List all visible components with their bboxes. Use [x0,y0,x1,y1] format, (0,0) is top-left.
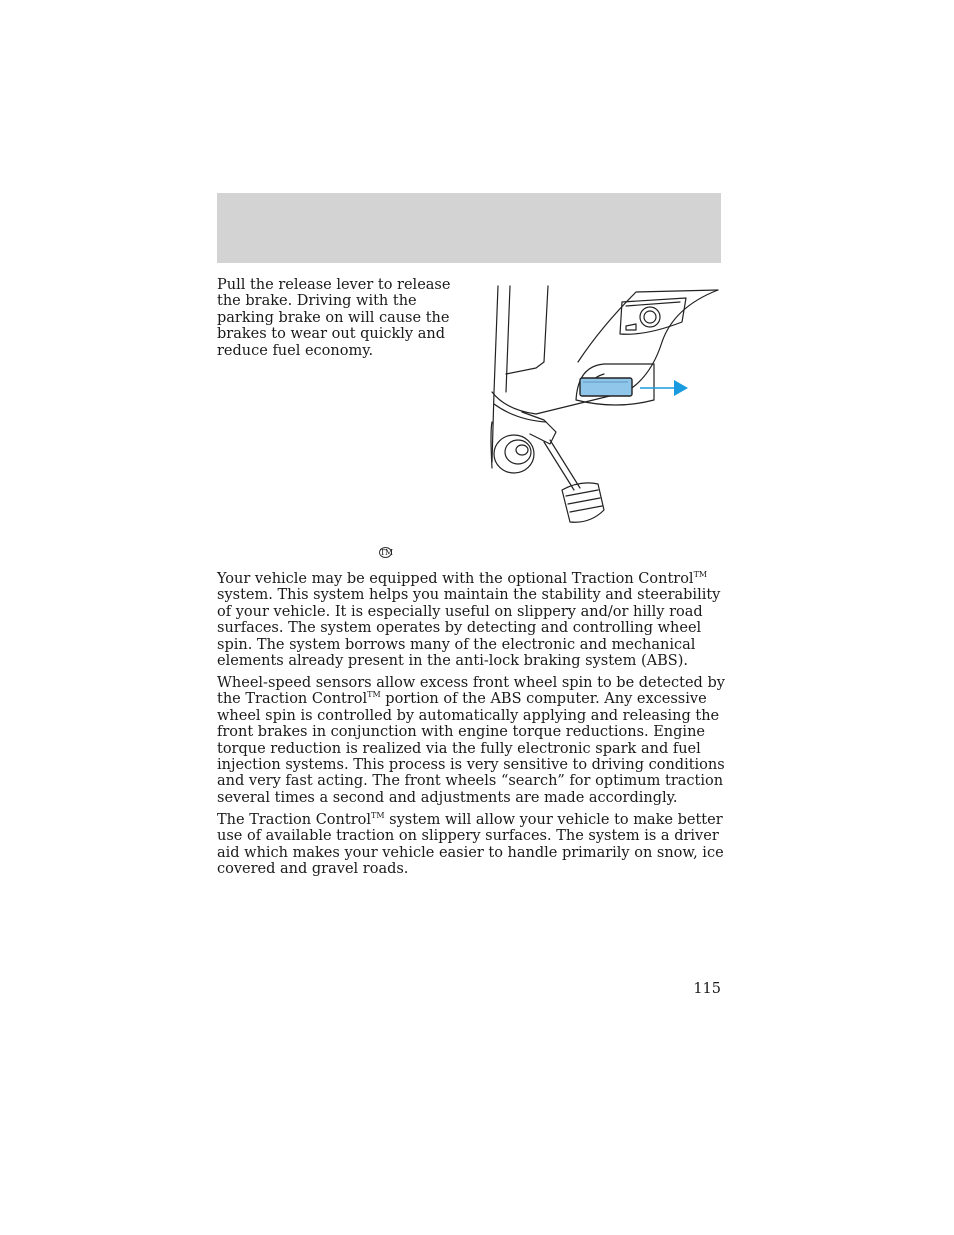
paragraph-text: Your vehicle may be equipped with the optional Traction Control [217,571,694,587]
header-band [217,193,721,263]
pull-direction-arrow-icon [640,380,688,396]
trademark-heading-mark: TM [380,548,393,557]
trademark-mark: TM [371,811,385,821]
page-number: 115 [693,981,721,997]
paragraph-text: system. This system helps you maintain the stability and steerability of your vehicle. It is especially useful on slippery and/or hilly road surfaces. The system operates by detecting and controlling wheel spin. The system borrows many of the electronic and mechanical elements already present in the anti-lock braking system (ABS). [217,587,721,670]
parking-brake-release-lever-illustration [486,282,726,527]
paragraph-text: portion of the ABS computer. Any excessive wheel spin is controlled by automatically applying and releasing the front brakes in conjunction with engine torque reductions. Engine torque reduction is realized via the fully electronic spark and fuel injection systems. This process is very sensitive to driving conditions and very fast acting. The front wheels “search” for optimum traction several times a second and adjustments are made accordingly. [217,691,725,806]
traction-control-paragraph-2 [217,675,725,806]
paragraph-text: The Traction Control [217,812,371,828]
paragraph-text: system will allow your vehicle to make better use of available traction on slippery surfaces. The system is a driver aid which makes your vehicle easier to handle primarily on snow, ice covered and gravel roads. [217,812,724,878]
paragraph-text: Wheel-speed sensors allow excess front wheel spin to be detected by the Traction Control [217,675,725,708]
intro-paragraph: Pull the release lever to release the brake. Driving with the parking brake on will cause the brakes to wear out quickly and reduce fuel economy. [217,277,451,359]
traction-control-paragraph-1 [217,571,725,669]
trademark-mark: TM [367,690,381,700]
traction-control-paragraph-3 [217,812,725,878]
trademark-mark: TM [693,570,708,580]
release-lever-handle [580,378,632,396]
